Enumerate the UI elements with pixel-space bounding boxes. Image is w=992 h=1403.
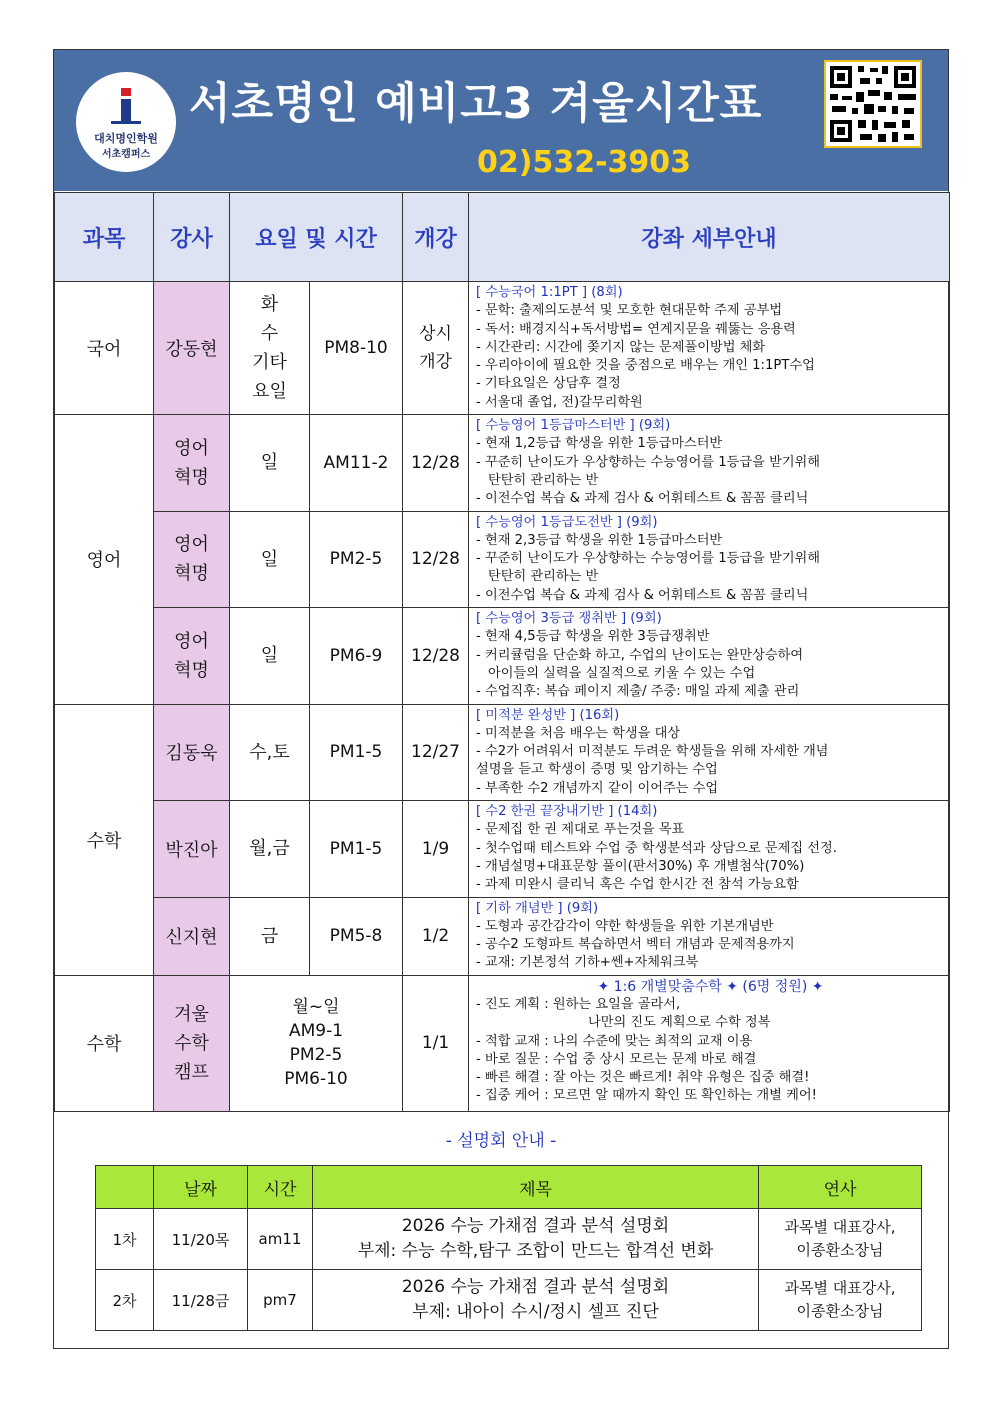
start-cell: 1/9: [403, 801, 469, 897]
academy-logo: [76, 72, 176, 172]
seminar-row: [96, 1270, 922, 1331]
course-title: [ 기하 개념반 ] (9회): [476, 900, 599, 916]
day-cell: 수,토: [230, 704, 310, 800]
subject-cell: 영어: [55, 415, 154, 704]
start-cell: 1/1: [403, 975, 469, 1111]
table-row: [55, 801, 950, 897]
course-details: [ 수능영어 3등급 쟁취반 ] (9회) - 현재 4,5등급 학생을 위한 3등급쟁취반 - 커리큘럼을 단순화 하고, 수업의 난이도는 완만상승하여 아이들의 실력을 실질적으로 키울 수 있는 수업 - 수업직후: 복습 페이지 제출/ 주중: 매일 과제 제출 관리: [469, 608, 950, 704]
time-cell: am11: [248, 1209, 313, 1270]
schedule-header-row: [55, 193, 950, 282]
course-title: [ 미적분 완성반 ] (16회): [476, 707, 620, 723]
course-title: [ 수2 한권 끝장내기반 ] (14회): [476, 804, 658, 820]
start-cell: 12/28: [403, 511, 469, 607]
day-cell: 금: [230, 897, 310, 975]
course-details: [ 기하 개념반 ] (9회) - 도형과 공간감각이 약한 학생들을 위한 기본개념반 - 공수2 도형파트 복습하면서 벡터 개념과 문제적용까지 - 교재: 기본정석 기하+쎈+자체워크북: [469, 897, 950, 975]
time-cell: PM2-5: [310, 511, 403, 607]
start-cell: 12/27: [403, 704, 469, 800]
table-row: [55, 704, 950, 800]
col-subject: 과목: [55, 193, 154, 282]
col-details: 강좌 세부안내: [469, 193, 950, 282]
phone-number: 02)532-3903: [476, 145, 692, 180]
course-details: [ 수2 한권 끝장내기반 ] (14회) - 문제집 한 권 제대로 푸는것을 목표 - 첫수업때 테스트와 수업 중 학생분석과 상담으로 문제집 선정. - 개념설명+대표문항 풀이(판서30%) 후 개별첨삭(70%) - 과제 미완시 클리닉 혹은 수업 한시간 전 참석 가능요함: [469, 801, 950, 897]
start-cell: 12/28: [403, 608, 469, 704]
time-cell: pm7: [248, 1270, 313, 1331]
teacher-cell: 강동현: [154, 282, 230, 415]
header-banner: [54, 50, 948, 191]
col-title: 제목: [313, 1166, 759, 1209]
speaker-cell: 과목별 대표강사, 이종환소장님: [759, 1209, 922, 1270]
time-cell: AM11-2: [310, 415, 403, 511]
timetable-sheet: [53, 49, 949, 1349]
col-round: [96, 1166, 154, 1209]
logo-name: 대치명인학원: [94, 132, 158, 145]
teacher-cell: 신지현: [154, 897, 230, 975]
course-details: [ 미적분 완성반 ] (16회) - 미적분을 처음 배우는 학생을 대상 - 수2가 어려워서 미적분도 두려운 학생들을 위해 자세한 개념 설명을 듣고 학생이 증명 및 암기하는 수업 - 부족한 수2 개념까지 같이 이어주는 수업: [469, 704, 950, 800]
course-title: [ 수능영어 1등급도전반 ] (9회): [476, 514, 658, 530]
course-title: [ 수능영어 1등급마스터반 ] (9회): [476, 418, 671, 434]
schedule-table: [54, 192, 950, 1112]
title-cell: 2026 수능 가채점 결과 분석 설명회 부제: 수능 수학,탐구 조합이 만드는 합격선 변화: [313, 1209, 759, 1270]
col-date: 날짜: [154, 1166, 248, 1209]
page-title: 서초명인 예비고3 겨울시간표: [189, 79, 763, 129]
date-cell: 11/20목: [154, 1209, 248, 1270]
round-cell: 2차: [96, 1270, 154, 1331]
seminar-heading: - 설명회 안내 -: [445, 1131, 557, 1151]
round-cell: 1차: [96, 1209, 154, 1270]
col-time: 시간: [248, 1166, 313, 1209]
title-cell: 2026 수능 가채점 결과 분석 설명회 부제: 내아이 수시/정시 셀프 진단: [313, 1270, 759, 1331]
day-cell: 월,금: [230, 801, 310, 897]
time-cell: PM8-10: [310, 282, 403, 415]
table-row: [55, 608, 950, 704]
day-cell: 일: [230, 608, 310, 704]
teacher-cell: 박진아: [154, 801, 230, 897]
logo-mark-icon: [111, 88, 141, 124]
teacher-cell: 영어 혁명: [154, 511, 230, 607]
schedule-cell: 월~일 AM9-1 PM2-5 PM6-10: [230, 975, 403, 1111]
time-cell: PM1-5: [310, 801, 403, 897]
table-row: [55, 511, 950, 607]
day-cell: 일: [230, 415, 310, 511]
course-details: ✦ 1:6 개별맞춤수학 ✦ (6명 정원) ✦ - 진도 계획 : 원하는 요일을 골라서, 나만의 진도 계획으로 수학 정복 - 적합 교재 : 나의 수준에 맞는 최적의 교재 이용 - 바로 질문 : 수업 중 상시 모르는 문제 바로 해결 - 빠른 해결 : 잘 아는 것은 빠르게! 취약 유형은 집중 해결! - 집중 케어 : 모르면 알 때까지 확인 또 확인하는 개별 케어!: [469, 975, 950, 1111]
course-title: [ 수능영어 3등급 쟁취반 ] (9회): [476, 611, 662, 627]
table-row: [55, 415, 950, 511]
course-details: [ 수능영어 1등급마스터반 ] (9회) - 현재 1,2등급 학생을 위한 1등급마스터반 - 꾸준히 난이도가 우상향하는 수능영어를 1등급을 받기위해 탄탄히 관리하는 반 - 이전수업 복습 & 과제 검사 & 어휘테스트 & 꼼꼼 클리닉: [469, 415, 950, 511]
seminar-header-row: [96, 1166, 922, 1209]
time-cell: PM6-9: [310, 608, 403, 704]
table-row: [55, 897, 950, 975]
seminar-table: [95, 1165, 922, 1331]
time-cell: PM1-5: [310, 704, 403, 800]
day-cell: 일: [230, 511, 310, 607]
col-speaker: 연사: [759, 1166, 922, 1209]
time-cell: PM5-8: [310, 897, 403, 975]
subject-cell: 수학: [55, 975, 154, 1111]
course-title: [ 수능국어 1:1PT ] (8회): [476, 285, 623, 300]
course-details: [ 수능영어 1등급도전반 ] (9회) - 현재 2,3등급 학생을 위한 1등급마스터반 - 꾸준히 난이도가 우상향하는 수능영어를 1등급을 받기위해 탄탄히 관리하는 반 - 이전수업 복습 & 과제 검사 & 어휘테스트 & 꼼꼼 클리닉: [469, 511, 950, 607]
speaker-cell: 과목별 대표강사, 이종환소장님: [759, 1270, 922, 1331]
table-row: [55, 282, 950, 415]
date-cell: 11/28금: [154, 1270, 248, 1331]
logo-campus: 서초캠퍼스: [101, 149, 151, 160]
start-cell: 12/28: [403, 415, 469, 511]
start-cell: 상시 개강: [403, 282, 469, 415]
day-cell: 화 수 기타 요일: [230, 282, 310, 415]
teacher-cell: 영어 혁명: [154, 415, 230, 511]
col-schedule: 요일 및 시간: [230, 193, 403, 282]
subject-cell: 국어: [55, 282, 154, 415]
course-details: [ 수능국어 1:1PT ] (8회) - 문학: 출제의도분석 및 모호한 현대문학 주제 공부법 - 독서: 배경지식+독서방법= 연계지문을 꿰뚫는 응용력 - 시간관리: 시간에 쫒기지 않는 문제풀이방법 체화 - 우리아이에 필요한 것을 중점으로 배우는 개인 1:1PT수업 - 기타요일은 상담후 결정 - 서울대 졸업, 전)갈무리학원: [469, 282, 950, 415]
qr-code-icon: [824, 60, 922, 148]
teacher-cell: 영어 혁명: [154, 608, 230, 704]
teacher-cell: 겨울 수학 캠프: [154, 975, 230, 1111]
seminar-row: [96, 1209, 922, 1270]
table-row: [55, 975, 950, 1111]
start-cell: 1/2: [403, 897, 469, 975]
course-title: ✦ 1:6 개별맞춤수학 ✦ (6명 정원) ✦: [597, 978, 824, 995]
subject-cell: 수학: [55, 704, 154, 975]
col-start: 개강: [403, 193, 469, 282]
teacher-cell: 김동욱: [154, 704, 230, 800]
col-teacher: 강사: [154, 193, 230, 282]
